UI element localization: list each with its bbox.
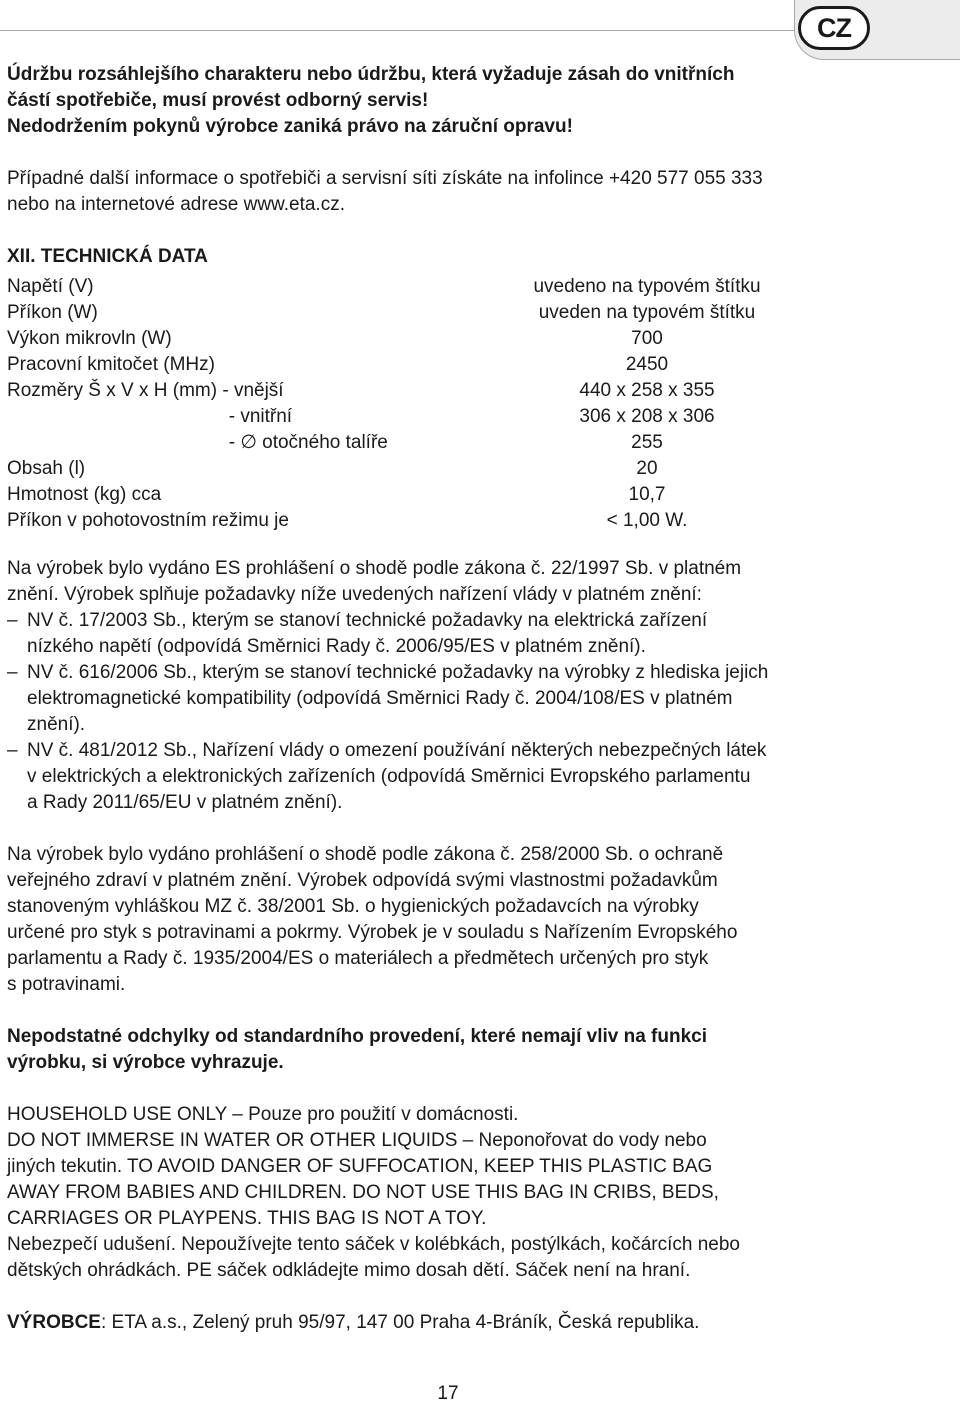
page-number: 17 xyxy=(437,1383,459,1404)
spec-value: < 1,00 W. xyxy=(606,510,688,531)
spec-value: uvedeno na typovém štítku xyxy=(533,276,761,297)
warning-line: jiných tekutin. TO AVOID DANGER OF SUFFOCATION, KEEP THIS PLASTIC BAG xyxy=(7,1156,713,1177)
dash-bullet: – xyxy=(7,610,18,631)
regulation-text: , Nařízení vlády o omezení používání některých nebezpečných látek xyxy=(191,740,767,761)
deviation-notice xyxy=(7,1024,957,1076)
spec-label: Příkon (W) xyxy=(7,302,98,323)
spec-row xyxy=(7,274,957,300)
regulation-reference: NV č. 616/2006 Sb. xyxy=(27,662,192,683)
dash-bullet: – xyxy=(7,740,18,761)
spec-value: uveden na typovém štítku xyxy=(538,302,756,323)
regulation-reference: NV č. 481/2012 Sb. xyxy=(27,740,192,761)
spec-row xyxy=(7,508,957,534)
spec-row xyxy=(7,482,957,508)
regulation-continuation: elektromagnetické kompatibility (odpovídá Směrnici Rady č. 2004/108/ES v platném xyxy=(27,688,733,709)
manufacturer-address: : ETA a.s., Zelený pruh 95/97, 147 00 Praha 4-Bráník, Česká republika. xyxy=(100,1312,700,1333)
spec-row xyxy=(7,352,957,378)
maintenance-notice xyxy=(7,62,957,140)
warning-line: DO NOT IMMERSE IN WATER OR OTHER LIQUIDS – Neponořovat do vody nebo xyxy=(7,1130,707,1151)
spec-value: 20 xyxy=(636,458,658,479)
spec-row xyxy=(7,404,957,430)
regulation-continuation: znění). xyxy=(27,714,86,735)
section-heading: XII. TECHNICKÁ DATA xyxy=(7,246,208,267)
spec-value: 440 x 258 x 355 xyxy=(579,380,715,401)
page-body xyxy=(7,62,957,1336)
info-paragraph xyxy=(7,166,957,218)
regulation-item xyxy=(7,660,957,738)
spec-label: Pracovní kmitočet (MHz) xyxy=(7,354,215,375)
health-declaration-line: parlamentu a Rady č. 1935/2004/ES o materiálech a předmětech určených pro styk xyxy=(7,948,709,969)
spec-table xyxy=(7,274,957,534)
spec-value: 10,7 xyxy=(628,484,666,505)
manufacturer-info xyxy=(7,1310,957,1336)
regulation-reference: NV č. 17/2003 Sb. xyxy=(27,610,182,631)
health-declaration-line: s potravinami. xyxy=(7,974,126,995)
maintenance-line-1: Údržbu rozsáhlejšího charakteru nebo údržbu, která vyžaduje zásah do vnitřních xyxy=(7,64,735,85)
spec-label: Příkon v pohotovostním režimu je xyxy=(7,510,289,531)
regulation-text: , kterým se stanoví technické požadavky na výrobky z hlediska jejich xyxy=(191,662,769,683)
spec-row xyxy=(7,300,957,326)
warning-line: CARRIAGES OR PLAYPENS. THIS BAG IS NOT A TOY. xyxy=(7,1208,487,1229)
spec-label: Napětí (V) xyxy=(7,276,94,297)
regulation-continuation: v elektrických a elektronických zařízeních (odpovídá Směrnici Evropského parlamentu xyxy=(27,766,751,787)
header-rule xyxy=(0,30,800,31)
es-declaration-line-1: Na výrobek bylo vydáno ES prohlášení o shodě podle zákona č. 22/1997 Sb. v platném xyxy=(7,558,742,579)
manufacturer-label: VÝROBCE xyxy=(7,1312,101,1333)
spec-row xyxy=(7,378,957,404)
spec-label: - ∅ otočného talíře xyxy=(7,432,388,453)
spec-value: 255 xyxy=(631,432,663,453)
warning-line: AWAY FROM BABIES AND CHILDREN. DO NOT USE THIS BAG IN CRIBS, BEDS, xyxy=(7,1182,719,1203)
regulation-continuation: nízkého napětí (odpovídá Směrnici Rady č. 2006/95/ES v platném znění). xyxy=(27,636,646,657)
maintenance-line-2: částí spotřebiče, musí provést odborný servis! xyxy=(7,90,429,111)
warning-line: Nebezpečí udušení. Nepoužívejte tento sáček v kolébkách, postýlkách, kočárcích nebo xyxy=(7,1234,740,1255)
deviation-line-1: Nepodstatné odchylky od standardního provedení, které nemají vliv na funkci xyxy=(7,1026,707,1047)
spec-label: - vnitřní xyxy=(7,406,293,427)
regulation-text: , kterým se stanoví technické požadavky na elektrická zařízení xyxy=(181,610,708,631)
spec-label: Rozměry Š x V x H (mm) - vnější xyxy=(7,380,284,401)
spec-label: Výkon mikrovln (W) xyxy=(7,328,172,349)
es-declaration xyxy=(7,556,957,816)
info-line-2: nebo na internetové adrese www.eta.cz. xyxy=(7,194,345,215)
maintenance-line-3: Nedodržením pokynů výrobce zaniká právo na záruční opravu! xyxy=(7,116,573,137)
language-badge: CZ xyxy=(798,6,870,50)
dash-bullet: – xyxy=(7,662,18,683)
regulation-item xyxy=(7,738,957,816)
warning-line: HOUSEHOLD USE ONLY – Pouze pro použití v domácnosti. xyxy=(7,1104,519,1125)
spec-label: Hmotnost (kg) cca xyxy=(7,484,162,505)
deviation-line-2: výrobku, si výrobce vyhrazuje. xyxy=(7,1052,284,1073)
spec-label: Obsah (l) xyxy=(7,458,86,479)
spec-value: 306 x 208 x 306 xyxy=(579,406,715,427)
regulation-continuation: a Rady 2011/65/EU v platném znění). xyxy=(27,792,343,813)
spec-value: 2450 xyxy=(625,354,669,375)
info-line-1: Případné další informace o spotřebiči a servisní síti získáte na infolince +420 577 055 333 xyxy=(7,168,763,189)
safety-warnings xyxy=(7,1102,957,1284)
technical-data-section xyxy=(7,244,957,534)
spec-row xyxy=(7,456,957,482)
warning-line: dětských ohrádkách. PE sáček odkládejte mimo dosah dětí. Sáček není na hraní. xyxy=(7,1260,691,1281)
health-declaration-line: veřejného zdraví v platném znění. Výrobek odpovídá svými vlastnostmi požadavkům xyxy=(7,870,718,891)
health-declaration-line: určené pro styk s potravinami a pokrmy. Výrobek je v souladu s Nařízením Evropského xyxy=(7,922,738,943)
es-declaration-line-2: znění. Výrobek splňuje požadavky níže uvedených nařízení vlády v platném znění: xyxy=(7,584,702,605)
spec-value: 700 xyxy=(631,328,663,349)
spec-row xyxy=(7,430,957,456)
health-declaration xyxy=(7,842,957,998)
spec-row xyxy=(7,326,957,352)
regulation-item xyxy=(7,608,957,660)
health-declaration-line: Na výrobek bylo vydáno prohlášení o shodě podle zákona č. 258/2000 Sb. o ochraně xyxy=(7,844,724,865)
health-declaration-line: stanoveným vyhláškou MZ č. 38/2001 Sb. o hygienických požadavcích na výrobky xyxy=(7,896,699,917)
